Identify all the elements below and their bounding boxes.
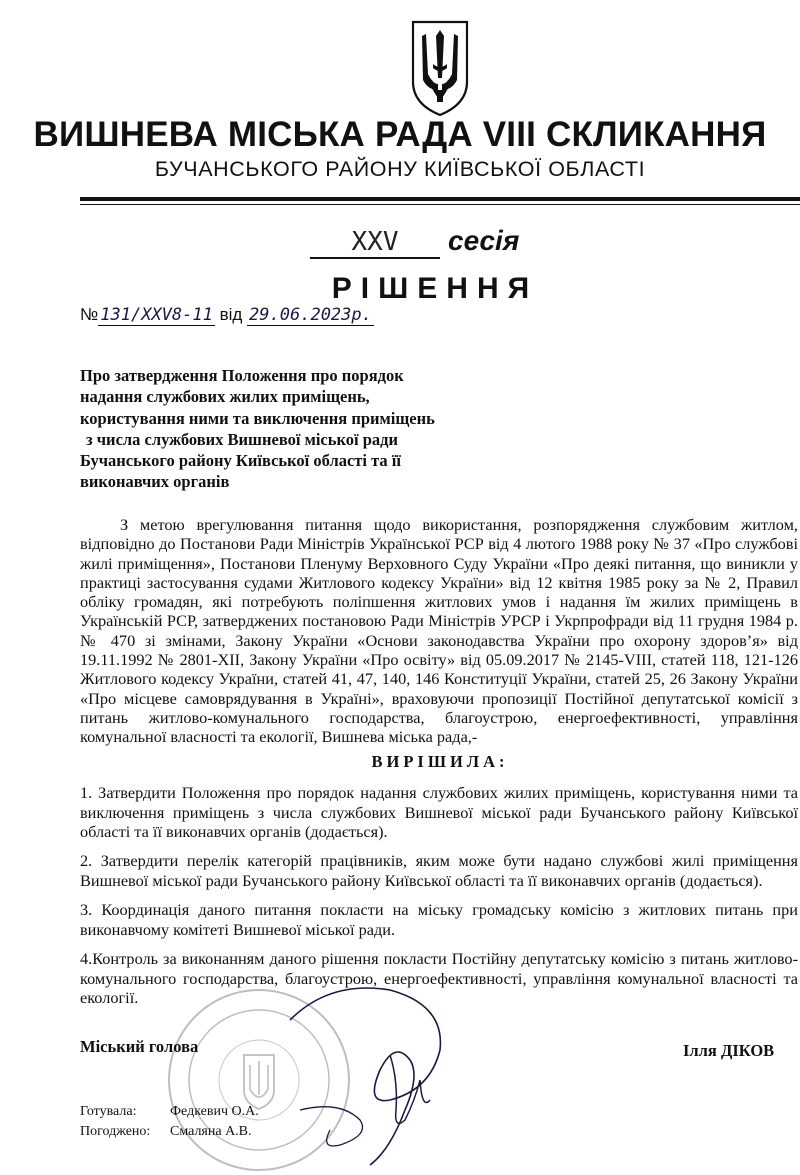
signatory-name: Ілля ДІКОВ: [683, 1041, 775, 1060]
preamble-paragraph: З метою врегулювання питання щодо використання, розпорядження службовим житлом, відповідно до Постанови Ради Міністрів Української РСР від 4 лютого 1988 року № 37 «Про службові жилі приміщення», Постанови Пленуму Верховного Суду України «Про деякі питання, що виникли у практиці застосування судами Житлового кодексу України» від 12 квітня 1985 року за № 2, Правил обліку громадян, які потребують поліпшення житлових умов і надання їм жилих приміщень в Українській РСР, затверджених постановою Ради Міністрів УРСР і Укрпрофради від 11 грудня 1984 р. № 470 зі змінами, Закону України «Основи законодавства України про охорону здоров’я» від 19.11.1992 № 2801-XII, Закону України «Про освіту» від 05.09.2017 № 2145-VIII, статей 118, 121-126 Житлового кодексу України, статей 41, 47, 140, 146 Конституції України, статей 25, 26 Закону України «Про місцеве самоврядування в Україні», враховуючи пропозиції Постійної депутатської комісії з питань житлово-комунального господарства, благоустрою, енергоефективності, управління комунальної власності та екології, Вишнева міська рада,-: [80, 515, 798, 747]
subject-line: користування ними та виключення приміщень: [80, 408, 435, 428]
prepared-row: [80, 1102, 259, 1122]
approved-name: Смаляна А.В.: [170, 1124, 252, 1139]
prepared-name: Федкевич О.А.: [170, 1104, 259, 1119]
resolution-item-3: 3. Координація даного питання покласти на міську громадську комісію з житлових питань при виконавчому комітеті Вишневої міської ради.: [80, 900, 798, 939]
trident-coat-of-arms-icon: [407, 18, 473, 118]
session-line: [310, 225, 519, 259]
district-subtitle: БУЧАНСЬКОГО РАЙОНУ КИЇВСЬКОЇ ОБЛАСТІ: [154, 157, 646, 181]
registration-line: [80, 305, 374, 325]
handwritten-signature: [270, 960, 470, 1170]
decision-number: 131/XXV8-11: [100, 305, 213, 325]
date-prefix: від: [219, 305, 243, 324]
subject-line: виконавчих органів: [80, 472, 230, 492]
decision-title: РІШЕННЯ: [331, 272, 539, 305]
resolution-item-2: 2. Затвердити перелік категорій працівників, яким може бути надано службові жилі приміщення Вишневої міської ради Бучанського району Київської області та її виконавчих органів (додається).: [80, 851, 798, 890]
approved-label: Погоджено:: [80, 1124, 151, 1139]
subject-line: Про затвердження Положення про порядок: [80, 366, 404, 385]
resolved-heading: ВИРІШИЛА:: [371, 752, 509, 771]
number-prefix: №: [80, 305, 99, 324]
subject-line: з числа службових Вишневої міської ради: [86, 429, 398, 449]
subject-line: Бучанського району Київської області та її: [80, 451, 401, 471]
header-rule-thin: [80, 204, 800, 205]
session-number: XXV: [310, 227, 440, 259]
subject-line: надання службових жилих приміщень,: [80, 387, 370, 407]
decision-subject: [80, 365, 440, 493]
decision-date: 29.06.2023р.: [249, 305, 372, 325]
header-rule-thick: [80, 197, 800, 201]
resolution-item-1: 1. Затвердити Положення про порядок надання службових жилих приміщень, користування ними та виключення приміщень з числа службових Вишневої міської ради Бучанського району Київської області та її виконавчих органів (додається).: [80, 783, 798, 841]
signatory-title: Міський голова: [80, 1037, 199, 1056]
prepared-label: Готувала:: [80, 1104, 137, 1119]
session-label: сесія: [448, 225, 520, 256]
prepared-block: [80, 1102, 259, 1142]
council-title: ВИШНЕВА МІСЬКА РАДА VIII СКЛИКАННЯ: [33, 115, 767, 154]
resolution-item-4: 4.Контроль за виконанням даного рішення покласти Постійну депутатську комісію з питань житлово-комунального господарства, благоустрою, енергоефективності, управління комунальної власності та екології.: [80, 949, 798, 1007]
approved-row: [80, 1122, 259, 1142]
